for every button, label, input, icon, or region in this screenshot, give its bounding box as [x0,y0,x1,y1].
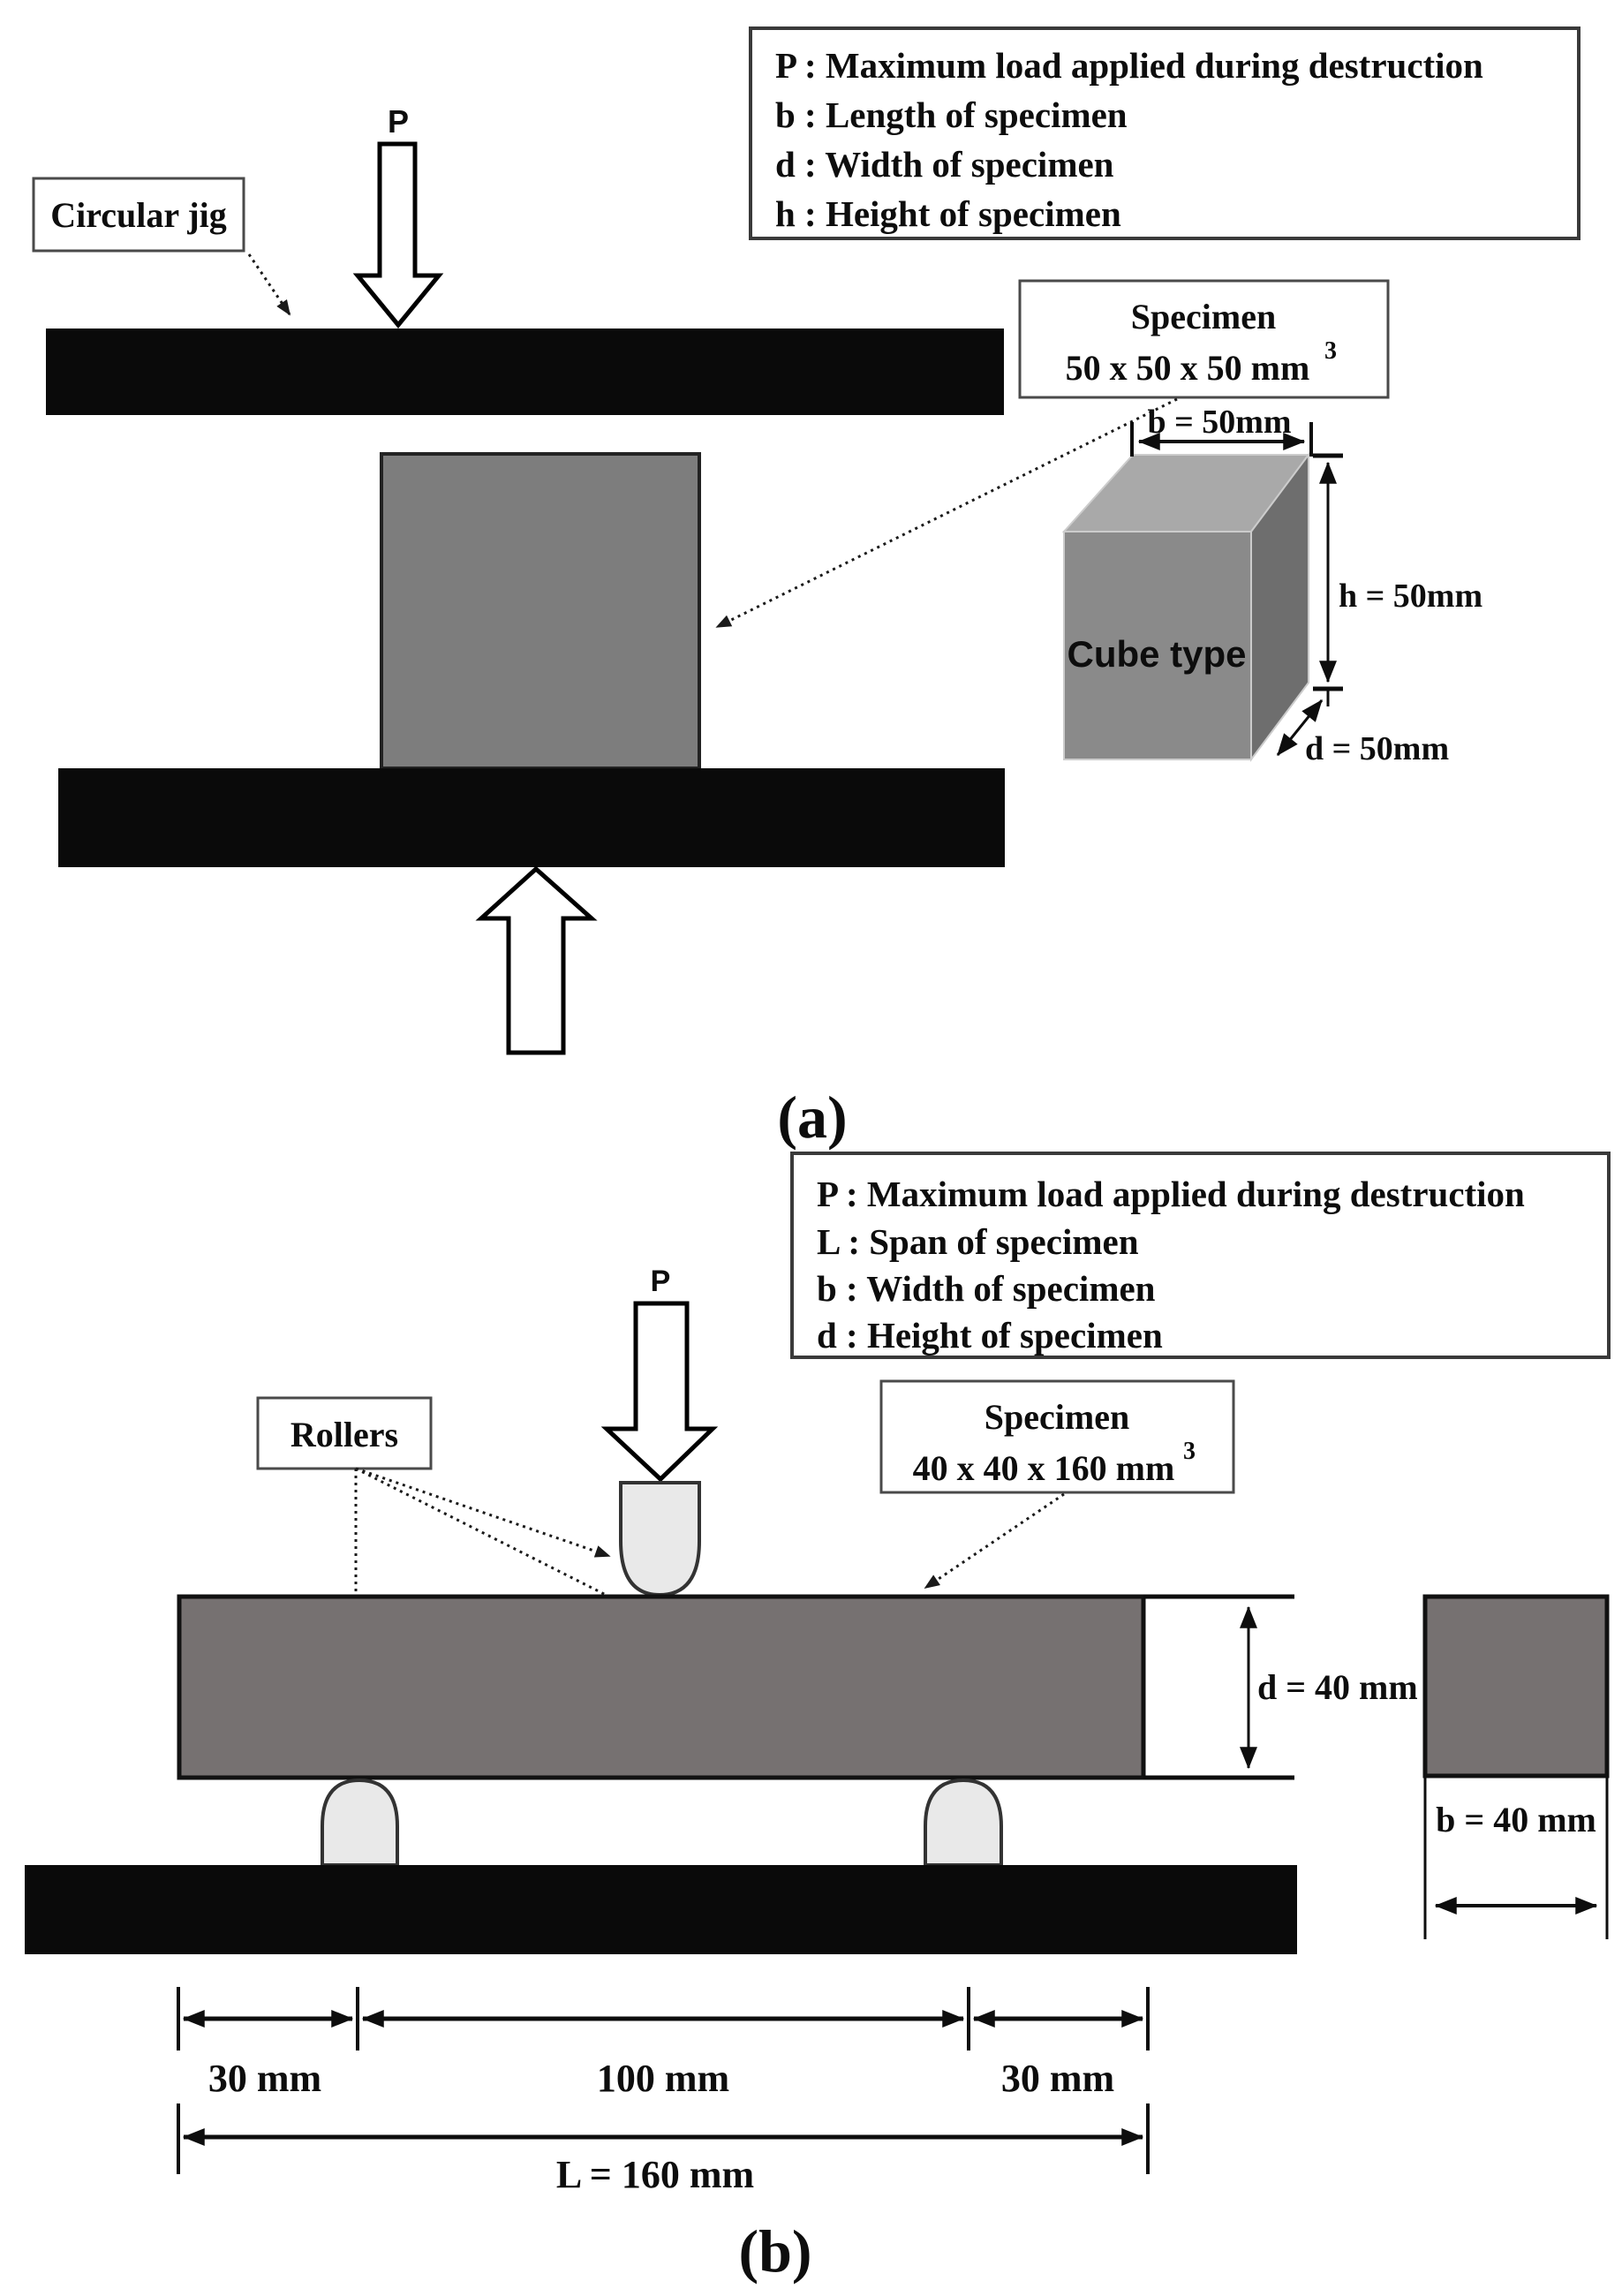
load-down-arrow-b [607,1303,713,1479]
specimen-a-title: Specimen [1130,297,1277,336]
load-down-arrow-a [358,144,439,325]
specimen-b-size: 40 x 40 x 160 mm [912,1448,1175,1488]
legend-b-line-d: d : Height of specimen [817,1315,1163,1356]
cross-section-square [1425,1597,1607,1776]
specimen-b-pointer-arrow [925,1494,1064,1588]
rollers-label: Rollers [290,1415,399,1454]
caption-a: (a) [777,1084,848,1151]
dim-b50-label: b = 50mm [1147,404,1292,441]
seg-mid-label: 100 mm [596,2057,730,2100]
specimen-a-size: 50 x 50 x 50 mm [1065,348,1310,388]
beam-specimen [179,1597,1143,1778]
specimen-b-size-exponent: 3 [1183,1438,1196,1465]
right-support-roller [925,1780,1001,1865]
top-roller [621,1483,699,1595]
cube-specimen-a [381,454,699,768]
seg-right-label: 30 mm [1000,2057,1115,2100]
dim-d40-label: d = 40 mm [1257,1667,1418,1707]
legend-a-line-d: d : Width of specimen [775,144,1114,185]
caption-b: (b) [738,2217,812,2285]
cube-type-label: Cube type [1067,633,1247,675]
legend-a-line-p: P : Maximum load applied during destruction [775,45,1483,86]
legend-a-line-h: h : Height of specimen [775,193,1121,234]
legend-b-line-b: b : Width of specimen [817,1268,1156,1309]
seg-left-label: 30 mm [207,2057,322,2100]
dim-h50-label: h = 50mm [1339,578,1483,615]
specimen-a-size-exponent: 3 [1324,337,1337,365]
rollers-pointer-top [356,1469,609,1556]
left-support-roller [322,1780,397,1865]
lower-jig-bar [58,768,1005,867]
legend-a-line-b: b : Length of specimen [775,94,1128,135]
load-p-label-b: P [650,1265,671,1298]
span-label: L = 160 mm [555,2153,755,2196]
upper-jig-bar [46,329,1004,415]
circular-jig-label: Circular jig [50,195,227,235]
dim-d50-label: d = 50mm [1305,730,1450,767]
support-base-bar [25,1865,1297,1954]
dim-b40-label: b = 40 mm [1436,1800,1596,1839]
legend-b-line-p: P : Maximum load applied during destruction [817,1174,1525,1214]
load-p-label-a: P [387,103,410,140]
reaction-up-arrow-a [481,869,592,1053]
legend-b-line-l: L : Span of specimen [817,1221,1139,1262]
jig-pointer-arrow [249,254,290,314]
specimen-b-title: Specimen [984,1397,1130,1437]
